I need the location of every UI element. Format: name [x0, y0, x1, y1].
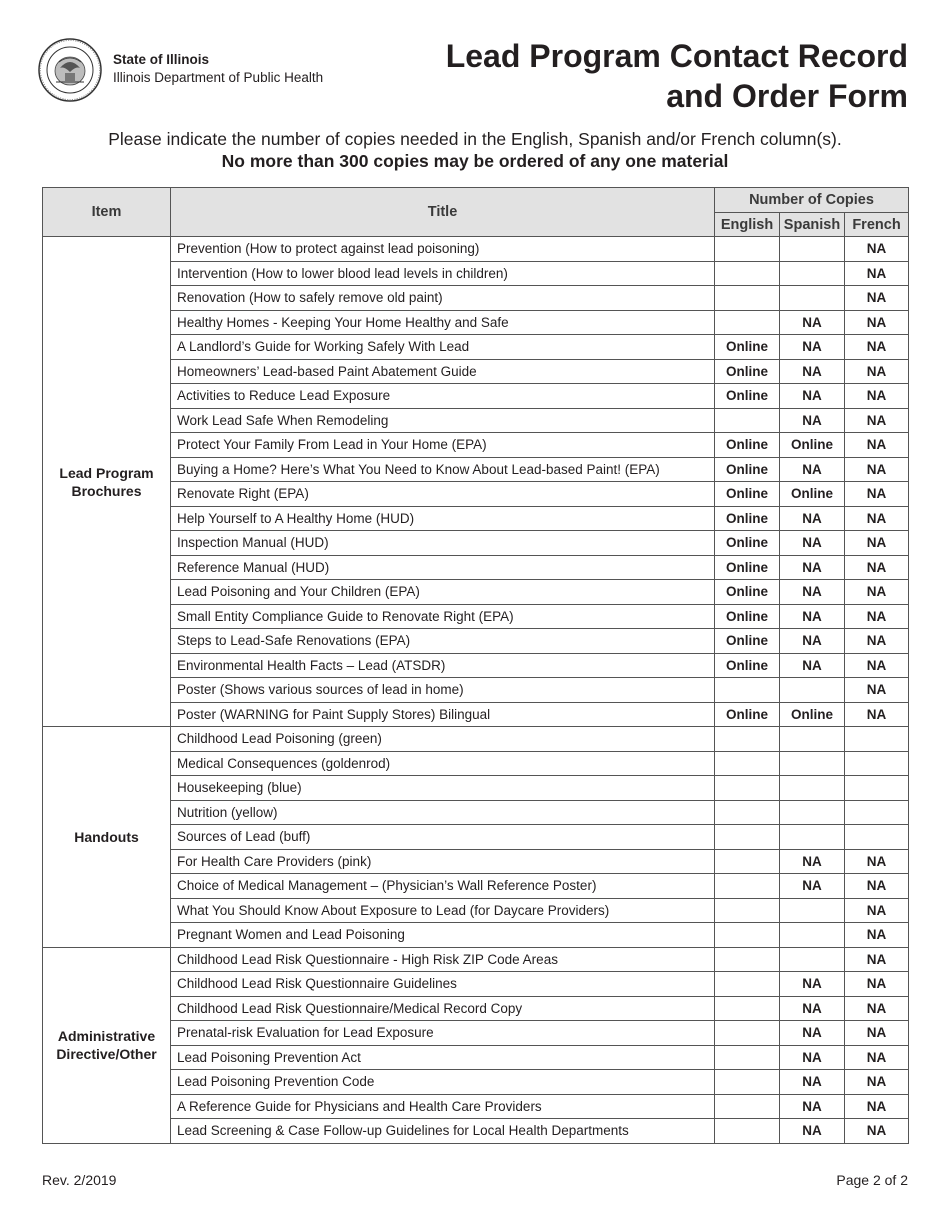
- spanish-copies-cell: NA: [780, 384, 845, 409]
- spanish-copies-cell[interactable]: [780, 261, 845, 286]
- table-row: [43, 898, 909, 923]
- state-name: State of Illinois: [113, 52, 210, 67]
- english-copies-cell[interactable]: [715, 800, 780, 825]
- section-label-line1: Lead Program: [59, 464, 154, 481]
- agency-block: [113, 51, 323, 87]
- section-group: [43, 727, 909, 948]
- table-row: [43, 776, 909, 801]
- spanish-copies-cell[interactable]: [780, 727, 845, 752]
- spanish-copies-cell: NA: [780, 1045, 845, 1070]
- spanish-copies-cell[interactable]: [780, 751, 845, 776]
- material-title: Environmental Health Facts – Lead (ATSDR): [171, 653, 715, 678]
- spanish-copies-cell: NA: [780, 335, 845, 360]
- french-copies-cell: NA: [845, 506, 909, 531]
- section-label-line1: Handouts: [74, 828, 139, 845]
- french-copies-cell[interactable]: [845, 776, 909, 801]
- english-copies-cell: Online: [715, 433, 780, 458]
- table-row: [43, 1045, 909, 1070]
- form-title-line1: Lead Program Contact Record: [445, 38, 908, 74]
- material-title: Intervention (How to lower blood lead levels in children): [171, 261, 715, 286]
- table-row: [43, 261, 909, 286]
- french-copies-cell[interactable]: [845, 751, 909, 776]
- material-title: For Health Care Providers (pink): [171, 849, 715, 874]
- english-copies-cell[interactable]: [715, 310, 780, 335]
- english-copies-cell[interactable]: [715, 1021, 780, 1046]
- instructions: [0, 128, 950, 172]
- revision-date: Rev. 2/2019: [42, 1172, 117, 1188]
- table-row: [43, 531, 909, 556]
- spanish-copies-cell: NA: [780, 653, 845, 678]
- material-title: Lead Screening & Case Follow-up Guidelines for Local Health Departments: [171, 1119, 715, 1144]
- table-row: [43, 555, 909, 580]
- english-copies-cell: Online: [715, 629, 780, 654]
- material-title: Protect Your Family From Lead in Your Home (EPA): [171, 433, 715, 458]
- table-row: [43, 678, 909, 703]
- table-row: [43, 923, 909, 948]
- french-copies-cell: NA: [845, 1119, 909, 1144]
- english-copies-cell[interactable]: [715, 1070, 780, 1095]
- table-row: [43, 825, 909, 850]
- material-title: Work Lead Safe When Remodeling: [171, 408, 715, 433]
- table-row: [43, 972, 909, 997]
- number-of-copies-header: Number of Copies: [715, 188, 909, 213]
- material-title: Childhood Lead Risk Questionnaire - High Risk ZIP Code Areas: [171, 947, 715, 972]
- material-title: Steps to Lead-Safe Renovations (EPA): [171, 629, 715, 654]
- table-row: [43, 1021, 909, 1046]
- page-number: Page 2 of 2: [836, 1172, 908, 1188]
- english-copies-cell[interactable]: [715, 1094, 780, 1119]
- table-row: [43, 653, 909, 678]
- french-copies-cell: NA: [845, 359, 909, 384]
- french-copies-cell: NA: [845, 237, 909, 262]
- english-copies-cell: Online: [715, 482, 780, 507]
- material-title: Buying a Home? Here’s What You Need to Know About Lead-based Paint! (EPA): [171, 457, 715, 482]
- table-row: [43, 727, 909, 752]
- spanish-copies-cell[interactable]: [780, 776, 845, 801]
- table-row: [43, 286, 909, 311]
- spanish-copies-cell: NA: [780, 604, 845, 629]
- material-title: Poster (WARNING for Paint Supply Stores) Bilingual: [171, 702, 715, 727]
- spanish-copies-cell: NA: [780, 1119, 845, 1144]
- english-copies-cell: Online: [715, 653, 780, 678]
- table-header: [43, 188, 909, 237]
- english-copies-cell[interactable]: [715, 408, 780, 433]
- french-copies-cell: NA: [845, 629, 909, 654]
- table-row: [43, 237, 909, 262]
- french-copies-cell: NA: [845, 335, 909, 360]
- table-row: [43, 384, 909, 409]
- spanish-copies-cell: NA: [780, 506, 845, 531]
- spanish-copies-cell: NA: [780, 310, 845, 335]
- table-row: [43, 751, 909, 776]
- table-row: [43, 996, 909, 1021]
- french-copies-cell[interactable]: [845, 800, 909, 825]
- material-title: Homeowners’ Lead-based Paint Abatement Guide: [171, 359, 715, 384]
- spanish-copies-cell[interactable]: [780, 237, 845, 262]
- english-copies-cell[interactable]: [715, 972, 780, 997]
- table-row: [43, 604, 909, 629]
- material-title: Nutrition (yellow): [171, 800, 715, 825]
- spanish-copies-cell[interactable]: [780, 800, 845, 825]
- spanish-copies-cell: NA: [780, 1070, 845, 1095]
- material-title: Activities to Reduce Lead Exposure: [171, 384, 715, 409]
- english-copies-cell[interactable]: [715, 1119, 780, 1144]
- order-table: [42, 187, 909, 1144]
- english-copies-cell[interactable]: [715, 286, 780, 311]
- table-row: [43, 800, 909, 825]
- material-title: What You Should Know About Exposure to Lead (for Daycare Providers): [171, 898, 715, 923]
- item-column-header: Item: [43, 188, 171, 237]
- french-copies-cell: NA: [845, 457, 909, 482]
- section-label: [43, 237, 171, 727]
- spanish-copies-cell: Online: [780, 433, 845, 458]
- material-title: A Landlord’s Guide for Working Safely With Lead: [171, 335, 715, 360]
- french-copies-cell: NA: [845, 996, 909, 1021]
- english-copies-cell[interactable]: [715, 849, 780, 874]
- material-title: Small Entity Compliance Guide to Renovate Right (EPA): [171, 604, 715, 629]
- form-title: [446, 36, 908, 116]
- department-name: Illinois Department of Public Health: [113, 70, 324, 85]
- table-row: [43, 1119, 909, 1144]
- spanish-copies-cell: NA: [780, 1094, 845, 1119]
- spanish-copies-cell[interactable]: [780, 286, 845, 311]
- section-label: [43, 947, 171, 1143]
- section-group: [43, 947, 909, 1143]
- material-title: Medical Consequences (goldenrod): [171, 751, 715, 776]
- english-copies-cell: Online: [715, 457, 780, 482]
- english-copies-cell[interactable]: [715, 727, 780, 752]
- french-copies-cell: NA: [845, 555, 909, 580]
- table-row: [43, 433, 909, 458]
- spanish-copies-cell: NA: [780, 555, 845, 580]
- material-title: Lead Poisoning Prevention Act: [171, 1045, 715, 1070]
- french-copies-cell: NA: [845, 580, 909, 605]
- english-copies-cell[interactable]: [715, 996, 780, 1021]
- french-copies-cell: NA: [845, 678, 909, 703]
- material-title: Childhood Lead Risk Questionnaire/Medical Record Copy: [171, 996, 715, 1021]
- material-title: Housekeeping (blue): [171, 776, 715, 801]
- section-label: [43, 727, 171, 948]
- material-title: Sources of Lead (buff): [171, 825, 715, 850]
- material-title: Inspection Manual (HUD): [171, 531, 715, 556]
- french-copies-cell: NA: [845, 849, 909, 874]
- french-copies-cell: NA: [845, 384, 909, 409]
- french-copies-cell[interactable]: [845, 727, 909, 752]
- section-label-line2: Directive/Other: [56, 1046, 157, 1062]
- english-copies-cell: Online: [715, 580, 780, 605]
- french-copies-cell: NA: [845, 482, 909, 507]
- french-copies-cell: NA: [845, 898, 909, 923]
- material-title: Pregnant Women and Lead Poisoning: [171, 923, 715, 948]
- material-title: Poster (Shows various sources of lead in home): [171, 678, 715, 703]
- material-title: Choice of Medical Management – (Physician’s Wall Reference Poster): [171, 874, 715, 899]
- spanish-copies-cell: NA: [780, 457, 845, 482]
- english-copies-cell[interactable]: [715, 825, 780, 850]
- french-copies-cell: NA: [845, 972, 909, 997]
- section-label-line1: Administrative: [57, 1028, 156, 1044]
- table-row: [43, 457, 909, 482]
- english-copies-cell[interactable]: [715, 947, 780, 972]
- english-copies-cell: Online: [715, 604, 780, 629]
- french-copies-cell: NA: [845, 702, 909, 727]
- english-copies-cell: Online: [715, 531, 780, 556]
- english-copies-cell[interactable]: [715, 898, 780, 923]
- material-title: Renovate Right (EPA): [171, 482, 715, 507]
- french-copies-cell: NA: [845, 604, 909, 629]
- material-title: Help Yourself to A Healthy Home (HUD): [171, 506, 715, 531]
- instructions-text: Please indicate the number of copies needed in the English, Spanish and/or French column(s).: [108, 129, 842, 149]
- english-copies-cell: Online: [715, 506, 780, 531]
- material-title: Prevention (How to protect against lead poisoning): [171, 237, 715, 262]
- material-title: Prenatal-risk Evaluation for Lead Exposure: [171, 1021, 715, 1046]
- table-row: [43, 1070, 909, 1095]
- material-title: Reference Manual (HUD): [171, 555, 715, 580]
- spanish-copies-cell: NA: [780, 972, 845, 997]
- spanish-copies-cell[interactable]: [780, 678, 845, 703]
- section-label-line2: Brochures: [71, 482, 142, 499]
- spanish-column-header: Spanish: [780, 213, 845, 237]
- french-column-header: French: [845, 213, 909, 237]
- french-copies-cell: NA: [845, 1070, 909, 1095]
- spanish-copies-cell[interactable]: [780, 898, 845, 923]
- spanish-copies-cell: NA: [780, 359, 845, 384]
- english-copies-cell[interactable]: [715, 1045, 780, 1070]
- spanish-copies-cell: NA: [780, 531, 845, 556]
- english-copies-cell[interactable]: [715, 678, 780, 703]
- french-copies-cell: NA: [845, 433, 909, 458]
- section-group: [43, 237, 909, 727]
- spanish-copies-cell[interactable]: [780, 825, 845, 850]
- material-title: Lead Poisoning Prevention Code: [171, 1070, 715, 1095]
- spanish-copies-cell: Online: [780, 702, 845, 727]
- table-row: [43, 849, 909, 874]
- table-row: [43, 629, 909, 654]
- spanish-copies-cell: Online: [780, 482, 845, 507]
- spanish-copies-cell[interactable]: [780, 923, 845, 948]
- spanish-copies-cell: NA: [780, 1021, 845, 1046]
- french-copies-cell: NA: [845, 286, 909, 311]
- english-copies-cell[interactable]: [715, 923, 780, 948]
- material-title: Childhood Lead Risk Questionnaire Guidelines: [171, 972, 715, 997]
- french-copies-cell: NA: [845, 947, 909, 972]
- french-copies-cell: NA: [845, 874, 909, 899]
- material-title: A Reference Guide for Physicians and Health Care Providers: [171, 1094, 715, 1119]
- english-copies-cell[interactable]: [715, 237, 780, 262]
- material-title: Healthy Homes - Keeping Your Home Healthy and Safe: [171, 310, 715, 335]
- order-limit-note: No more than 300 copies may be ordered of any one material: [221, 151, 729, 171]
- french-copies-cell: NA: [845, 653, 909, 678]
- table-row: [43, 359, 909, 384]
- french-copies-cell: NA: [845, 1094, 909, 1119]
- table-row: [43, 506, 909, 531]
- english-copies-cell: Online: [715, 359, 780, 384]
- table-row: [43, 335, 909, 360]
- title-column-header: Title: [171, 188, 715, 237]
- spanish-copies-cell: NA: [780, 849, 845, 874]
- french-copies-cell: NA: [845, 1021, 909, 1046]
- state-seal-icon: [38, 38, 102, 102]
- french-copies-cell: NA: [845, 1045, 909, 1070]
- table-row: [43, 408, 909, 433]
- spanish-copies-cell[interactable]: [780, 947, 845, 972]
- table-row: [43, 874, 909, 899]
- french-copies-cell[interactable]: [845, 825, 909, 850]
- french-copies-cell: NA: [845, 261, 909, 286]
- page-header: [38, 36, 908, 116]
- french-copies-cell: NA: [845, 531, 909, 556]
- english-copies-cell[interactable]: [715, 874, 780, 899]
- spanish-copies-cell: NA: [780, 629, 845, 654]
- table-row: [43, 947, 909, 972]
- material-title: Childhood Lead Poisoning (green): [171, 727, 715, 752]
- french-copies-cell: NA: [845, 310, 909, 335]
- french-copies-cell: NA: [845, 408, 909, 433]
- spanish-copies-cell: NA: [780, 580, 845, 605]
- form-title-line2: and Order Form: [666, 78, 908, 114]
- french-copies-cell: NA: [845, 923, 909, 948]
- spanish-copies-cell: NA: [780, 408, 845, 433]
- english-copies-cell[interactable]: [715, 751, 780, 776]
- spanish-copies-cell: NA: [780, 996, 845, 1021]
- spanish-copies-cell: NA: [780, 874, 845, 899]
- english-copies-cell[interactable]: [715, 776, 780, 801]
- table-row: [43, 702, 909, 727]
- english-copies-cell: Online: [715, 555, 780, 580]
- material-title: Renovation (How to safely remove old paint): [171, 286, 715, 311]
- english-copies-cell[interactable]: [715, 261, 780, 286]
- table-row: [43, 310, 909, 335]
- english-copies-cell: Online: [715, 702, 780, 727]
- table-row: [43, 580, 909, 605]
- english-copies-cell: Online: [715, 384, 780, 409]
- english-column-header: English: [715, 213, 780, 237]
- table-row: [43, 1094, 909, 1119]
- table-row: [43, 482, 909, 507]
- english-copies-cell: Online: [715, 335, 780, 360]
- material-title: Lead Poisoning and Your Children (EPA): [171, 580, 715, 605]
